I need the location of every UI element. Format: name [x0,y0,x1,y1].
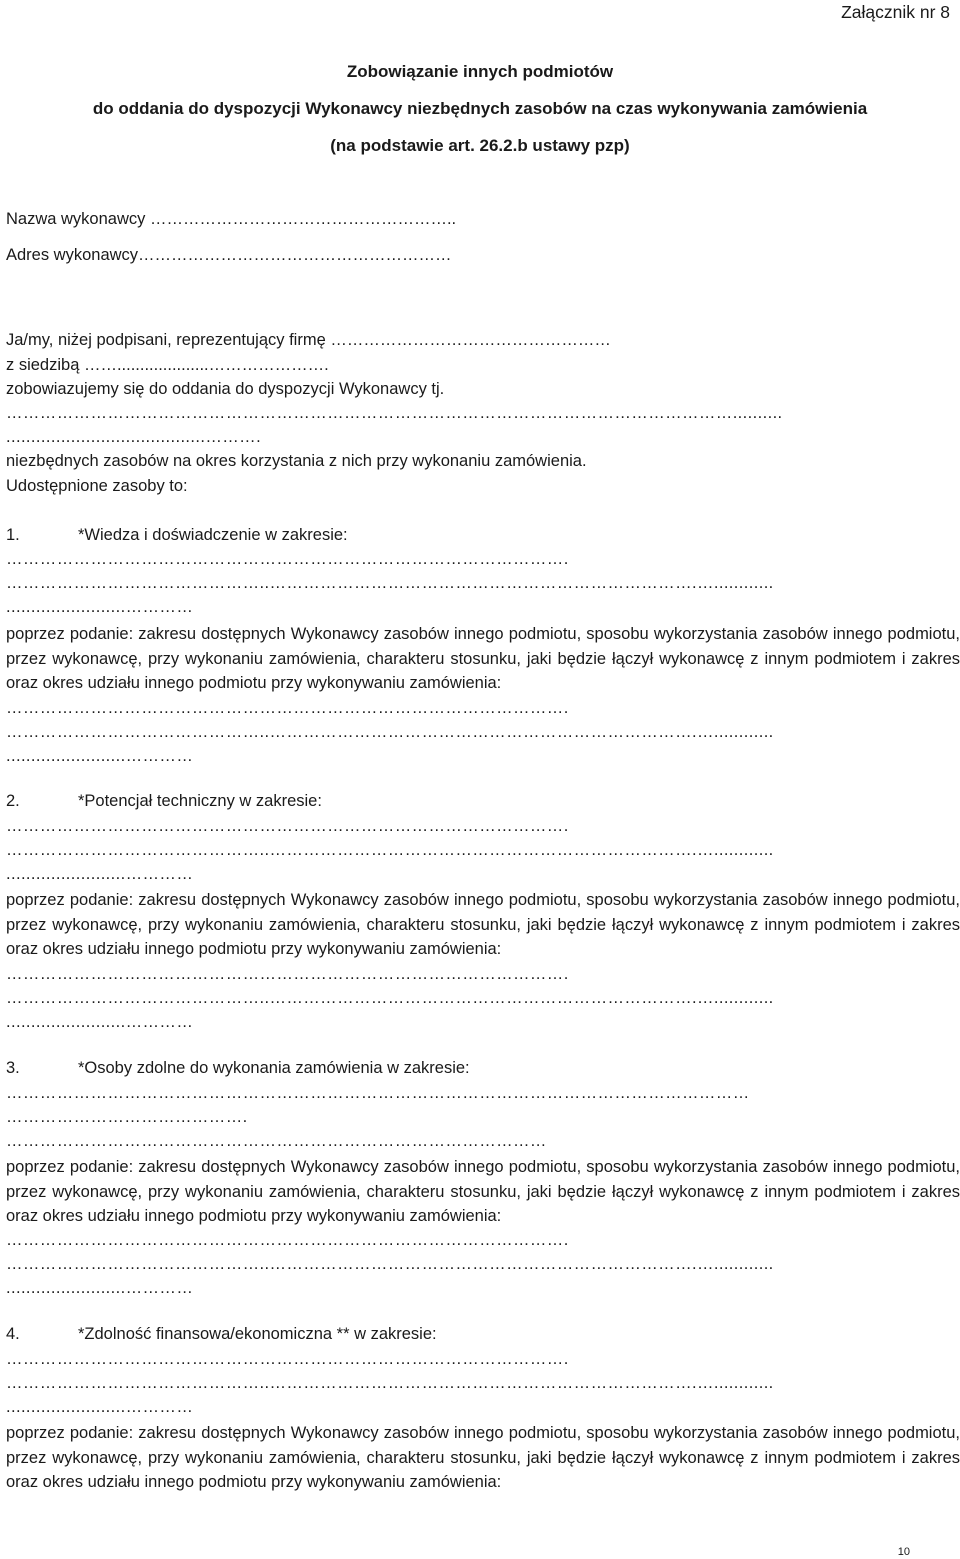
section-2-description: poprzez podanie: zakresu dostępnych Wykonawcy zasobów innego podmiotu, sposobu wykorzystania zasobów innego podmiotu, przez wykonawcę, przy wykonaniu zamówienia, charakteru stosunku, jaki będzie łączył wykonawcę z innym podmiotem i zakres oraz okres udziału innego podmiotu przy wykonywaniu zamówienia: [6,891,960,958]
section-2-fill-line[interactable]: ........................………… [6,1013,194,1031]
document-subtitle: do oddania do dyspozycji Wykonawcy niezbędnych zasobów na czas wykonywania zamówienia [92,99,868,118]
document-title: Zobowiązanie innych podmiotów [346,62,614,81]
attachment-label: Załącznik nr 8 [841,2,950,22]
section-1-number: 1. [6,526,20,544]
section-4-fill-line[interactable]: ………………………………………..………………………………………………………………….…............ [6,1374,774,1392]
section-3-title: *Osoby zdolne do wykonania zamówienia w zakresie: [78,1059,470,1077]
section-2-fill-line[interactable]: ………………………………………………………………………………………. [6,965,569,983]
section-2-fill-line[interactable]: ………………………………………..………………………………………………………………….…............ [6,841,774,859]
section-2-fill-line[interactable]: ………………………………………………………………………………………. [6,817,569,835]
section-1-fill-line[interactable]: ........................………… [6,747,194,765]
contractor-fill-line-2[interactable]: ........................................………. [6,428,262,446]
section-3-fill-line[interactable]: ……………………………………. [6,1108,248,1126]
section-1-fill-line[interactable]: ………………………………………………………………………………………. [6,699,569,717]
section-4-description: poprzez podanie: zakresu dostępnych Wykonawcy zasobów innego podmiotu, sposobu wykorzystania zasobów innego podmiotu, przez wykonawcę, przy wykonaniu zamówienia, charakteru stosunku, jaki będzie łączył wykonawcę z innym podmiotem i zakres oraz okres udziału innego podmiotu przy wykonywaniu zamówienia: [6,1424,960,1491]
section-3-fill-line[interactable]: …………………………………………………………………………………… [6,1132,547,1150]
section-3-fill-line[interactable]: …………………………………………………………………………………………………………………… [6,1084,750,1102]
section-1-fill-line[interactable]: ………………………………………..………………………………………………………………….…............ [6,723,774,741]
declaration-text: zobowiazujemy się do oddania do dyspozycji Wykonawcy tj. [6,380,445,398]
page-number: 10 [897,1546,910,1558]
company-seat-field[interactable]: z siedzibą ……....................…………………. [6,356,329,374]
section-1-fill-line[interactable]: ........................………… [6,598,194,616]
section-2-fill-line[interactable]: ........................………… [6,865,194,883]
section-1-fill-line[interactable]: ………………………………………..………………………………………………………………….…............ [6,574,774,592]
section-1-description: poprzez podanie: zakresu dostępnych Wykonawcy zasobów innego podmiotu, sposobu wykorzystania zasobów innego podmiotu, przez wykonawcę, przy wykonaniu zamówienia, charakteru stosunku, jaki będzie łączył wykonawcę z innym podmiotem i zakres oraz okres udziału innego podmiotu przy wykonywaniu zamówienia: [6,625,960,692]
company-representative-field[interactable]: Ja/my, niżej podpisani, reprezentujący firmę …………………………………………… [6,331,611,349]
resources-period-text: niezbędnych zasobów na okres korzystania z nich przy wykonaniu zamówienia. [6,452,587,470]
section-4-fill-line[interactable]: ………………………………………………………………………………………. [6,1350,569,1368]
resources-heading: Udostępnione zasoby to: [6,477,188,495]
section-3-fill-line[interactable]: ………………………………………..………………………………………………………………….…............ [6,1255,774,1273]
section-2-number: 2. [6,792,20,810]
section-3-description: poprzez podanie: zakresu dostępnych Wykonawcy zasobów innego podmiotu, sposobu wykorzystania zasobów innego podmiotu, przez wykonawcę, przy wykonaniu zamówienia, charakteru stosunku, jaki będzie łączył wykonawcę z innym podmiotem i zakres oraz okres udziału innego podmiotu przy wykonywaniu zamówienia: [6,1158,960,1225]
section-3-fill-line[interactable]: ………………………………………………………………………………………. [6,1231,569,1249]
contractor-name-field[interactable]: Nazwa wykonawcy ……………………………………………….. [6,210,457,228]
section-2-title: *Potencjał techniczny w zakresie: [78,792,322,810]
contractor-address-field[interactable]: Adres wykonawcy………………………………………………… [6,246,452,264]
section-4-title: *Zdolność finansowa/ekonomiczna ** w zakresie: [78,1325,437,1343]
section-1-title: *Wiedza i doświadczenie w zakresie: [78,526,348,544]
section-4-number: 4. [6,1325,20,1343]
legal-basis: (na podstawie art. 26.2.b ustawy pzp) [330,136,630,155]
section-3-number: 3. [6,1059,20,1077]
section-1-fill-line[interactable]: ………………………………………………………………………………………. [6,550,569,568]
contractor-fill-line[interactable]: ………………………………………………………………………………………………………………….......... [6,404,783,422]
section-3-fill-line[interactable]: ........................………… [6,1279,194,1297]
section-2-fill-line[interactable]: ………………………………………..………………………………………………………………….…............ [6,989,774,1007]
section-4-fill-line[interactable]: ........................………… [6,1398,194,1416]
